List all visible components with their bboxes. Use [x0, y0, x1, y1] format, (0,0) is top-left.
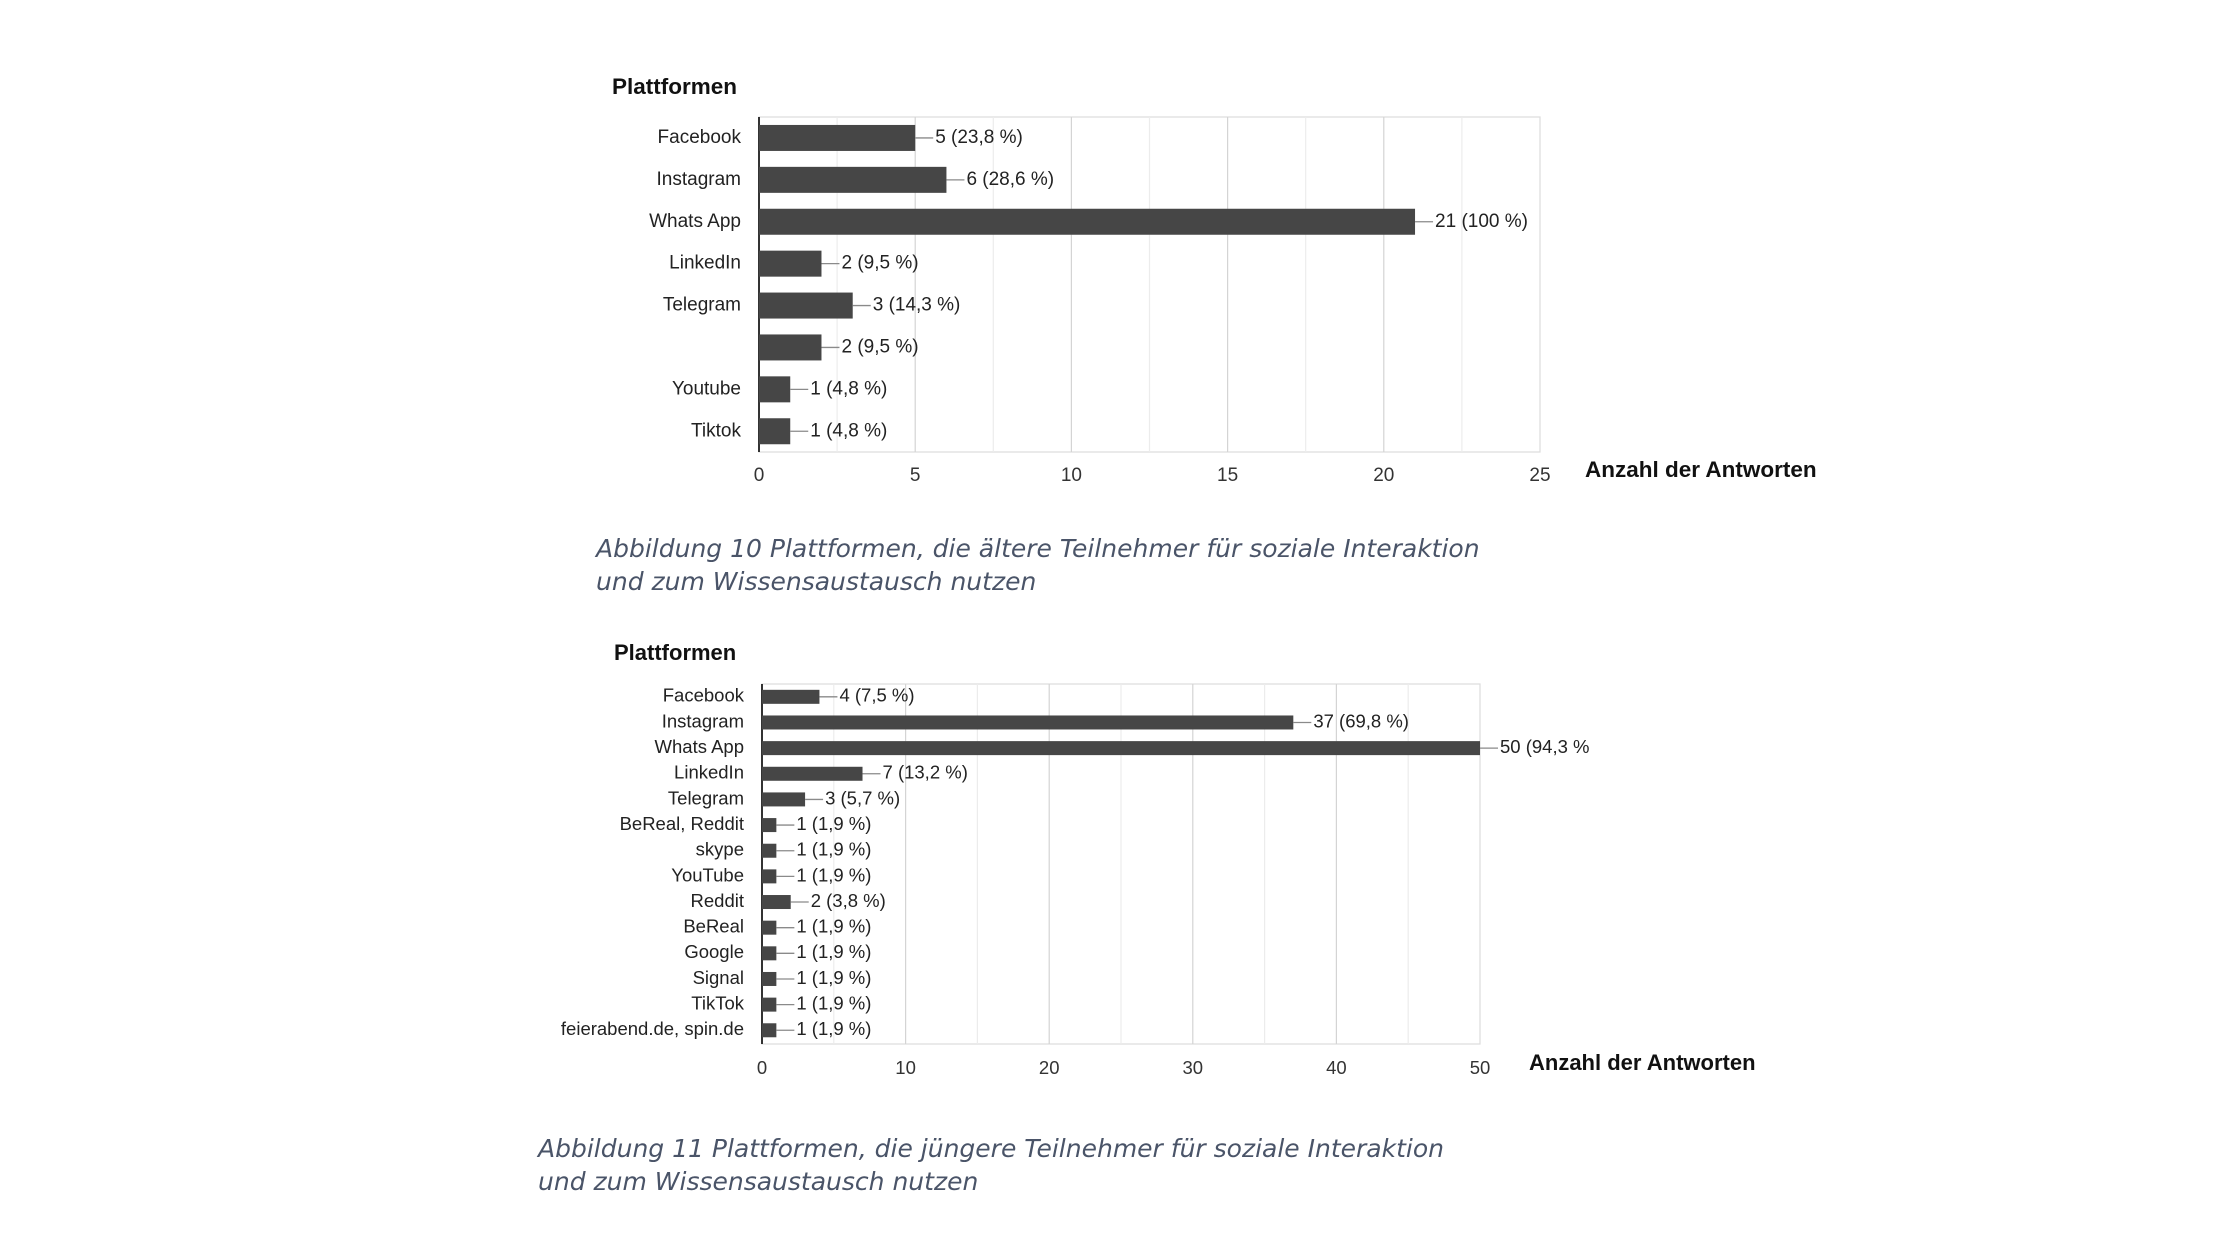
category-label: Reddit — [690, 889, 744, 911]
category-label: Instagram — [661, 710, 744, 732]
data-label: 1 (1,9 %) — [796, 864, 872, 886]
data-label: 1 (1,9 %) — [796, 966, 872, 988]
data-label: 2 (9,5 %) — [841, 336, 919, 358]
bar — [759, 251, 821, 277]
category-label: Google — [684, 941, 744, 963]
figure-11-caption-line-1: Abbildung 11 Plattformen, die jüngere Teilnehmer für soziale Interaktion — [538, 1134, 1444, 1163]
x-tick-label: 25 — [1529, 465, 1551, 486]
category-label: Telegram — [662, 294, 741, 316]
bar — [762, 741, 1480, 755]
x-tick-label: 30 — [1182, 1057, 1204, 1078]
data-label: 1 (1,9 %) — [796, 1018, 872, 1040]
x-tick-label: 40 — [1326, 1057, 1347, 1078]
category-label: LinkedIn — [669, 252, 741, 274]
data-label: 7 (13,2 %) — [882, 761, 968, 783]
bar — [762, 921, 776, 935]
y-axis-title: Plattformen — [614, 640, 737, 665]
bar — [762, 715, 1293, 729]
data-label: 1 (4,8 %) — [810, 420, 888, 442]
bar — [759, 418, 790, 444]
x-tick-label: 5 — [909, 465, 921, 486]
bar — [762, 869, 776, 883]
category-label: BeReal, Reddit — [619, 812, 744, 834]
data-label: 1 (1,9 %) — [796, 941, 872, 963]
x-tick-label: 20 — [1038, 1057, 1060, 1078]
category-label: Signal — [692, 966, 744, 988]
figure-10-caption — [596, 532, 1480, 598]
data-label: 4 (7,5 %) — [839, 684, 915, 706]
data-label: 1 (4,8 %) — [810, 378, 888, 400]
bar — [759, 167, 946, 193]
y-axis-title: Plattformen — [612, 74, 738, 99]
bar — [762, 946, 776, 960]
x-tick-label: 10 — [1060, 465, 1082, 486]
bar — [762, 767, 863, 781]
data-label: 37 (69,8 %) — [1313, 710, 1409, 732]
x-axis-title: Anzahl der Antworten — [1529, 1050, 1756, 1075]
category-label: Tiktok — [691, 420, 741, 442]
x-tick-label: 10 — [895, 1057, 916, 1078]
bar — [759, 125, 915, 151]
bar — [759, 376, 790, 402]
chart-1 — [612, 74, 1817, 486]
bar — [762, 972, 776, 986]
category-label: Whats App — [654, 736, 744, 758]
data-label: 1 (1,9 %) — [796, 812, 872, 834]
x-tick-label: 0 — [753, 465, 765, 486]
bar — [759, 209, 1415, 235]
x-tick-label: 20 — [1373, 465, 1395, 486]
bar — [759, 293, 853, 319]
category-label: Facebook — [657, 126, 741, 148]
category-label: BeReal — [683, 915, 744, 937]
x-tick-label: 50 — [1469, 1057, 1491, 1078]
x-tick-label: 0 — [756, 1057, 768, 1078]
bar — [759, 334, 821, 360]
data-label: 3 (14,3 %) — [872, 294, 961, 316]
category-label: Whats App — [649, 210, 741, 232]
category-label: YouTube — [671, 864, 744, 886]
category-label: Youtube — [671, 378, 741, 400]
data-label: 21 (100 %) — [1435, 210, 1528, 232]
category-label: skype — [695, 838, 744, 860]
data-label: 1 (1,9 %) — [796, 915, 872, 937]
bar — [762, 844, 776, 858]
figure-10-caption-line-1: Abbildung 10 Plattformen, die ältere Teilnehmer für soziale Interaktion — [596, 534, 1480, 563]
data-label: 1 (1,9 %) — [796, 838, 872, 860]
bar — [762, 1023, 776, 1037]
figure-11-caption — [538, 1132, 1444, 1198]
data-label: 3 (5,7 %) — [825, 787, 901, 809]
bar — [762, 895, 791, 909]
category-label: TikTok — [691, 992, 744, 1014]
data-label: 5 (23,8 %) — [935, 126, 1023, 148]
x-axis-title: Anzahl der Antworten — [1585, 457, 1817, 482]
chart-2 — [561, 640, 1756, 1078]
data-label: 2 (9,5 %) — [841, 252, 919, 274]
category-label: feierabend.de, spin.de — [560, 1018, 744, 1040]
bar — [762, 690, 819, 704]
data-label: 2 (3,8 %) — [810, 889, 886, 911]
figure-11-caption-line-2: und zum Wissensaustausch nutzen — [538, 1167, 979, 1196]
data-label: 6 (28,6 %) — [966, 168, 1055, 190]
category-label: LinkedIn — [674, 761, 744, 783]
figure-10-caption-line-2: und zum Wissensaustausch nutzen — [596, 567, 1037, 596]
bar — [762, 818, 776, 832]
bar — [762, 792, 805, 806]
data-label: 1 (1,9 %) — [796, 992, 872, 1014]
category-label: Instagram — [656, 168, 741, 190]
data-label: 50 (94,3 % — [1500, 736, 1590, 758]
bar — [762, 998, 776, 1012]
x-tick-label: 15 — [1217, 465, 1239, 486]
category-label: Telegram — [667, 787, 744, 809]
category-label: Facebook — [662, 684, 744, 706]
